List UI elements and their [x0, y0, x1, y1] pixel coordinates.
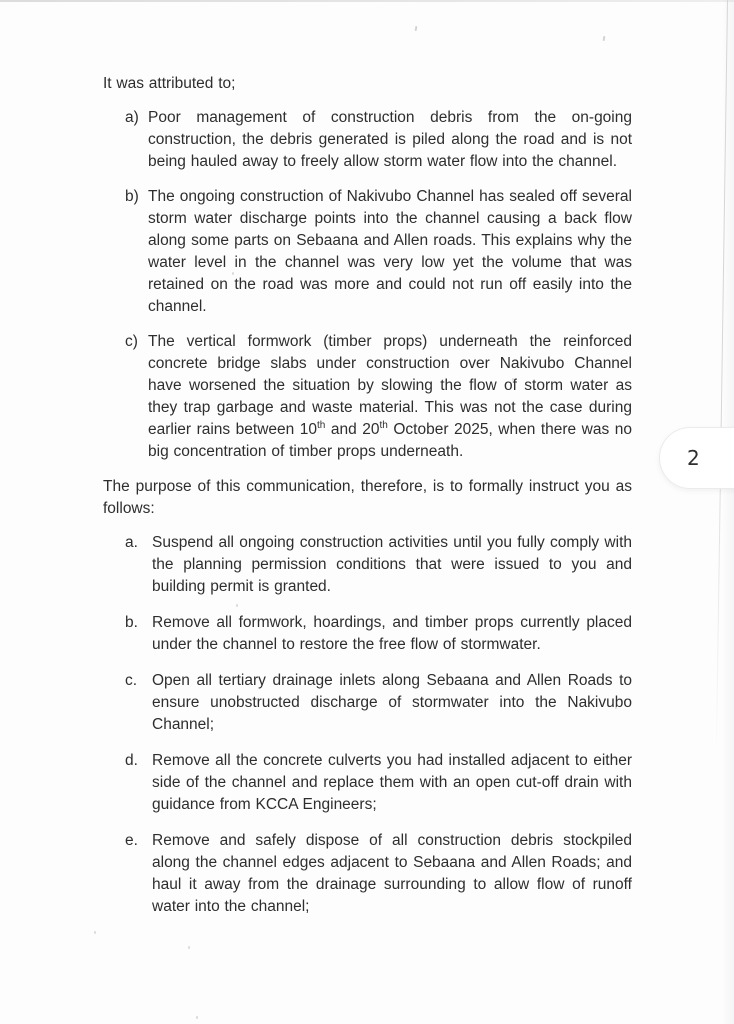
list-item-text: Remove and safely dispose of all construction debris stockpiled along the channel edges adjacent to Sebaana and Allen Roads; and haul it away from the drainage surrounding to allow flow of runoff water into the channel; [152, 832, 632, 915]
cause-list [125, 107, 632, 463]
list-item [125, 186, 632, 318]
list-item [125, 107, 632, 173]
scan-speck [603, 36, 606, 41]
list-marker: c) [125, 333, 138, 350]
list-item-text: Suspend all ongoing construction activities until you fully comply with the planning permission conditions that were issued to you and building permit is granted. [152, 534, 632, 595]
list-item [125, 331, 632, 463]
list-item-text: Open all tertiary drainage inlets along Sebaana and Allen Roads to ensure unobstructed discharge of stormwater into the Nakivubo Channel; [152, 672, 632, 733]
list-item-text: Remove all formwork, hoardings, and timber props currently placed under the channel to restore the free flow of stormwater. [152, 614, 632, 653]
instruction-list [125, 532, 632, 918]
ordinal-superscript: th [317, 419, 326, 431]
text-segment: and 20 [325, 421, 380, 438]
text-segment: October 2025, when there was no big concentration of timber props underneath. [148, 421, 632, 460]
page-number-tab [659, 427, 734, 489]
list-marker: b. [125, 614, 138, 631]
ordinal-superscript: th [379, 419, 388, 431]
purpose-paragraph: The purpose of this communication, therefore, is to formally instruct you as follows: [103, 478, 632, 517]
scan-speck [196, 1016, 198, 1019]
list-item [125, 532, 632, 598]
list-item-text: Remove all the concrete culverts you had installed adjacent to either side of the channel and replace them with an open cut-off drain with guidance from KCCA Engineers; [152, 752, 632, 813]
scan-speck [94, 931, 96, 934]
list-item [125, 670, 632, 736]
list-item-text: Poor management of construction debris from the on-going construction, the debris generated is piled along the road and is not being hauled away to freely allow storm water flow into the channel. [148, 109, 632, 170]
scan-top-edge [0, 0, 734, 2]
list-item [125, 750, 632, 816]
page-number: 2 [687, 446, 700, 470]
list-marker: a) [125, 109, 139, 126]
list-marker: d. [125, 752, 138, 769]
text-segment: The vertical formwork (timber props) underneath the reinforced concrete bridge slabs under construction over Nakivubo Channel have worsened the situation by slowing the flow of storm water as they trap garbage and waste material. This was not the case during earlier rains between 10 [148, 333, 632, 438]
scan-speck [188, 946, 190, 949]
list-item-text: The ongoing construction of Nakivubo Channel has sealed off several storm water discharge points into the channel causing a back flow along some parts on Sebaana and Allen roads. This explains why the water level in the channel was very low yet the volume that was retained on the road was more and could not run off easily into the channel. [148, 188, 632, 315]
list-marker: e. [125, 832, 138, 849]
scan-speck [415, 26, 418, 31]
list-marker: a. [125, 534, 138, 551]
list-item [125, 830, 632, 918]
list-marker: b) [125, 188, 139, 205]
list-marker: c. [125, 672, 138, 689]
scan-right-shade [722, 0, 734, 1024]
letter-body [103, 73, 632, 932]
intro-line: It was attributed to; [103, 75, 236, 92]
list-item-text [148, 331, 632, 463]
list-item [125, 612, 632, 656]
